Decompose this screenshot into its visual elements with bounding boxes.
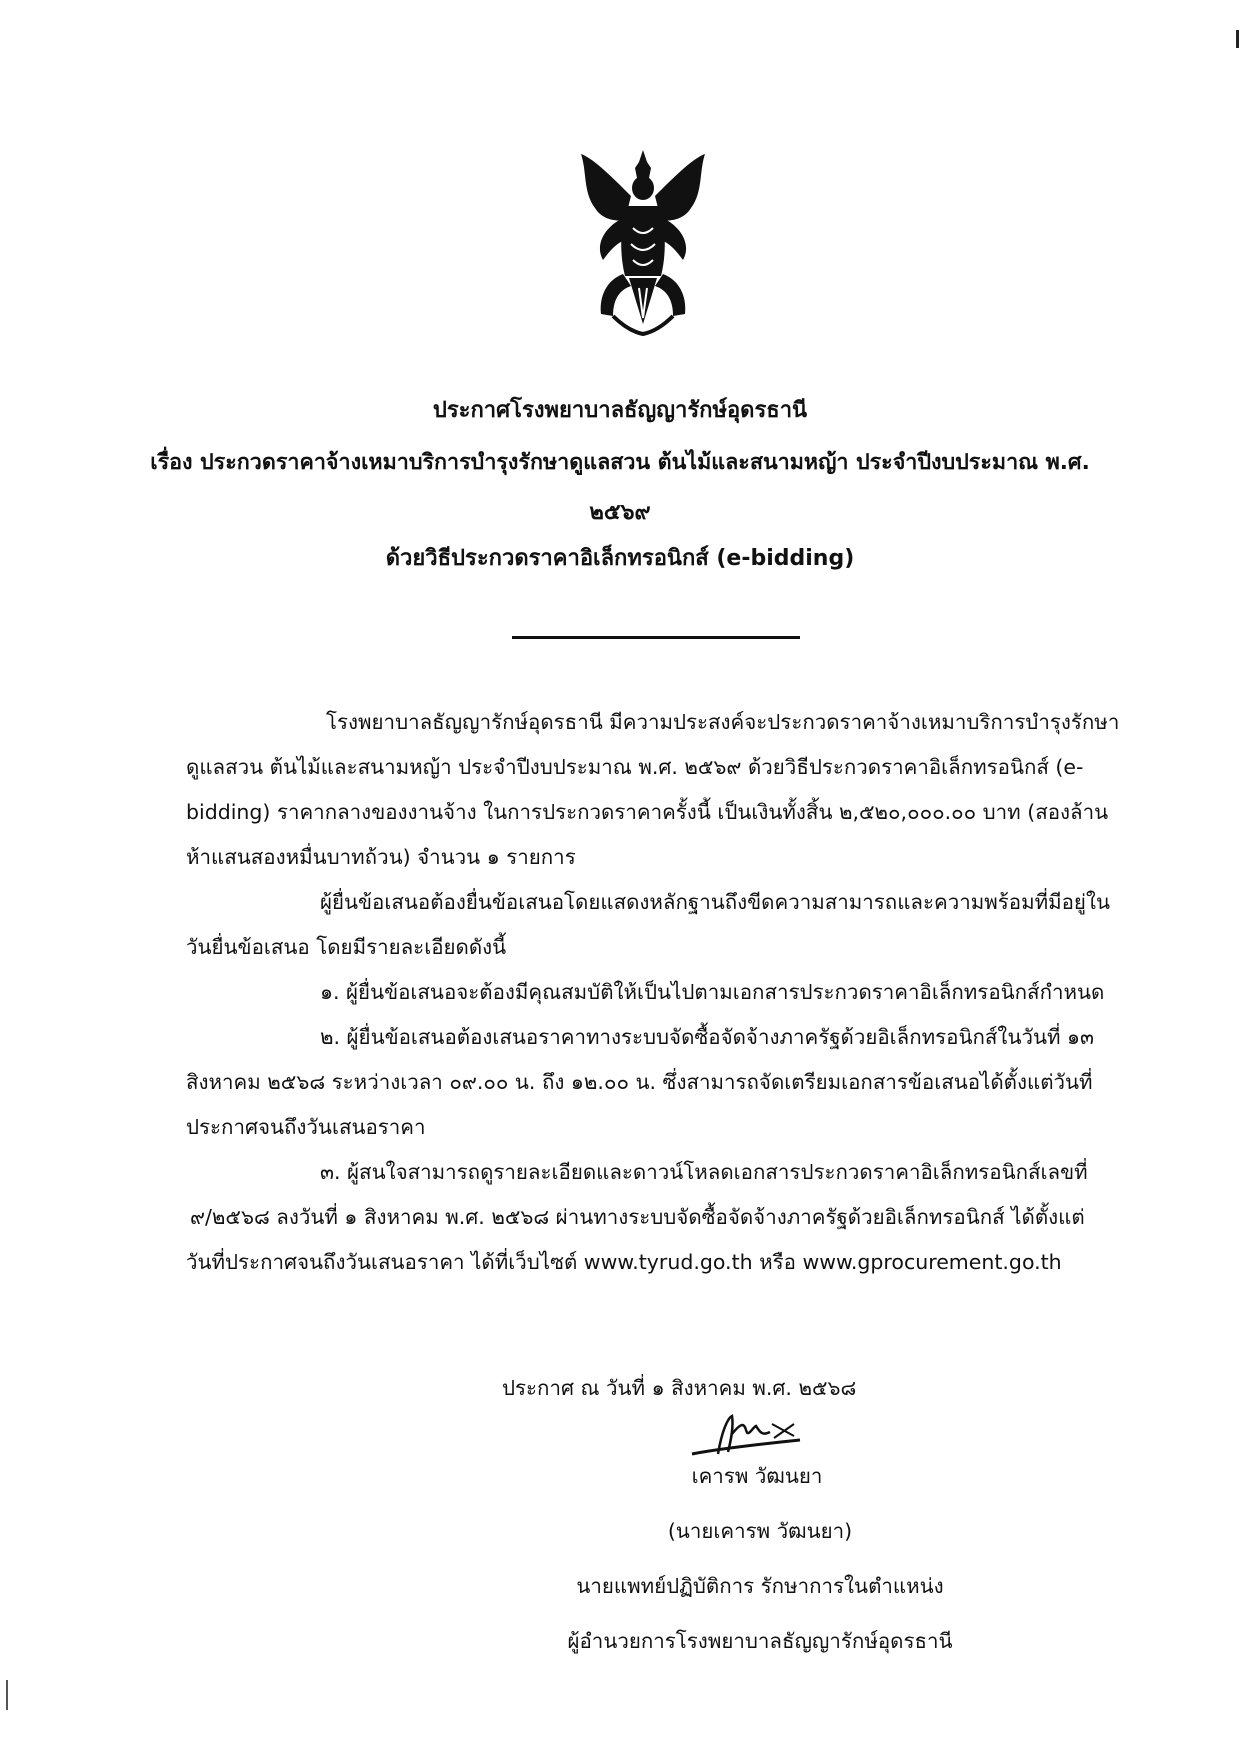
list-item: ประกาศจนถึงวันเสนอราคา — [186, 1115, 426, 1139]
divider — [512, 636, 800, 639]
signatory-position: นายแพทย์ปฏิบัติการ รักษาการในตำแหน่ง — [576, 1574, 944, 1598]
paragraph-line: ห้าแสนสองหมื่นบาทถ้วน) จำนวน ๑ รายการ — [186, 845, 576, 869]
paragraph-line: ผู้ยื่นข้อเสนอต้องยื่นข้อเสนอโดยแสดงหลักฐานถึงขีดความสามารถและความพร้อมที่มีอยู่ใน — [320, 890, 1110, 914]
list-item: สิงหาคม ๒๕๖๘ ระหว่างเวลา ๐๙.๐๐ น. ถึง ๑๒.๐๐ น. ซึ่งสามารถจัดเตรียมเอกสารข้อเสนอได้ตั้งแต่วันที่ — [186, 1070, 1093, 1094]
list-item: ๙/๒๕๖๘ ลงวันที่ ๑ สิงหาคม พ.ศ. ๒๕๖๘ ผ่านทางระบบจัดซื้อจัดจ้างภาครัฐด้วยอิเล็กทรอนิกส์ ได้ตั้งแต่ — [190, 1205, 1085, 1229]
paragraph-line: วันยื่นข้อเสนอ โดยมีรายละเอียดดังนี้ — [186, 935, 507, 959]
scan-mark — [1236, 30, 1239, 48]
signatory-full-name: (นายเคารพ วัฒนยา) — [667, 1519, 853, 1543]
paragraph-line: bidding) ราคากลางของงานจ้าง ในการประกวดราคาครั้งนี้ เป็นเงินทั้งสิ้น ๒,๕๒๐,๐๐๐.๐๐ บาท (สองล้าน — [186, 800, 1109, 824]
signatory-position: ผู้อำนวยการโรงพยาบาลธัญญารักษ์อุดรธานี — [567, 1629, 953, 1653]
paragraph-line: ดูแลสวน ต้นไม้และสนามหญ้า ประจำปีงบประมาณ พ.ศ. ๒๕๖๙ ด้วยวิธีประกวดราคาอิเล็กทรอนิกส์ (e- — [186, 755, 1084, 779]
signed-name: เคารพ วัฒนยา — [691, 1464, 823, 1488]
subject-line: เรื่อง ประกวดราคาจ้างเหมาบริการบำรุงรักษาดูแลสวน ต้นไม้และสนามหญ้า ประจำปีงบประมาณ พ.ศ. — [150, 450, 1090, 475]
scan-mark — [6, 1680, 8, 1710]
bidding-method: ด้วยวิธีประกวดราคาอิเล็กทรอนิกส์ (e-bidding) — [385, 546, 855, 571]
garuda-emblem-icon — [573, 148, 713, 338]
list-item: ๒. ผู้ยื่นข้อเสนอต้องเสนอราคาทางระบบจัดซื้อจัดจ้างภาครัฐด้วยอิเล็กทรอนิกส์ในวันที่ ๑๓ — [320, 1025, 1095, 1049]
announcement-date: ประกาศ ณ วันที่ ๑ สิงหาคม พ.ศ. ๒๕๖๘ — [502, 1376, 857, 1400]
list-item: ๑. ผู้ยื่นข้อเสนอจะต้องมีคุณสมบัติให้เป็นไปตามเอกสารประกวดราคาอิเล็กทรอนิกส์กำหนด — [320, 980, 1105, 1004]
announcement-title: ประกาศโรงพยาบาลธัญญารักษ์อุดรธานี — [432, 398, 808, 423]
list-item: วันที่ประกาศจนถึงวันเสนอราคา ได้ที่เว็บไซต์ www.tyrud.go.th หรือ www.gprocurement.go.th — [186, 1250, 1062, 1274]
subject-year: ๒๕๖๙ — [589, 500, 651, 525]
list-item: ๓. ผู้สนใจสามารถดูรายละเอียดและดาวน์โหลดเอกสารประกวดราคาอิเล็กทรอนิกส์เลขที่ — [320, 1160, 1088, 1184]
paragraph-line: โรงพยาบาลธัญญารักษ์อุดรธานี มีความประสงค์จะประกวดราคาจ้างเหมาบริการบำรุงรักษา — [326, 710, 1120, 734]
